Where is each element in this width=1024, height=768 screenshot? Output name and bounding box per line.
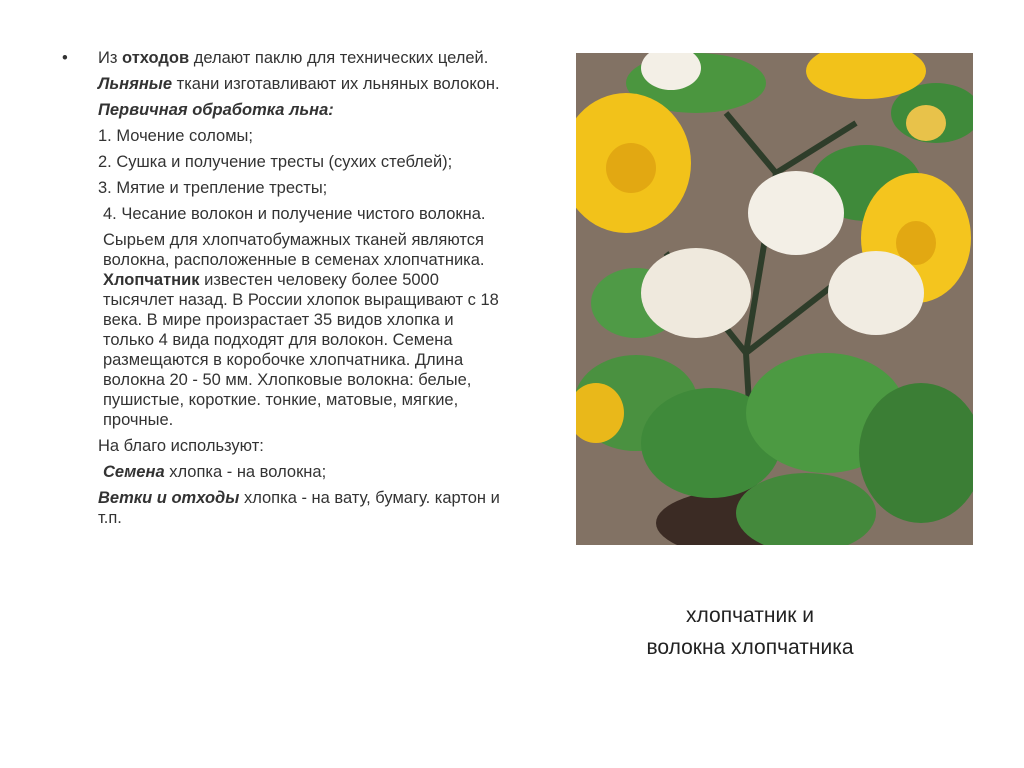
- text-seeds-rest: хлопка - на волокна;: [169, 463, 327, 481]
- text-cotton-start: Сырьем для хлопчатобумажных тканей являются волокна, расположенные в семенах хлопчатника.: [103, 231, 485, 269]
- paragraph-cotton: [98, 230, 502, 430]
- step-2: 2. Сушка и получение тресты (сухих стеблей);: [98, 153, 453, 171]
- paragraph-processing-title: [98, 100, 502, 120]
- caption-line-2: волокна хлопчатника: [646, 636, 854, 659]
- photo-caption: [600, 600, 900, 664]
- text-seeds: Семена: [103, 463, 165, 481]
- cotton-plant-illustration: [576, 53, 973, 545]
- paragraph-linen: [98, 74, 502, 94]
- paragraph-waste: [98, 48, 502, 68]
- step-4: 4. Чесание волокон и получение чистого волокна.: [103, 205, 486, 223]
- bullet-icon: •: [62, 49, 68, 67]
- text-processing-title: Первичная обработка льна:: [98, 101, 334, 119]
- caption-line-1: хлопчатник и: [686, 604, 814, 627]
- paragraph-branches: [98, 488, 502, 528]
- text-linen: Льняные: [98, 75, 173, 93]
- paragraph-seeds: [98, 462, 502, 482]
- text-cotton-bold: Хлопчатник: [103, 271, 200, 289]
- text-branches: Ветки и отходы: [98, 489, 240, 507]
- cotton-plant-photo: [576, 53, 973, 545]
- text-linen-rest: ткани изготавливают их льняных волокон.: [176, 75, 500, 93]
- text-waste-rest: делают паклю для технических целей.: [193, 49, 489, 67]
- text-branches-rest: хлопка - на вату, бумагу. картон и т.п.: [98, 489, 500, 527]
- step-3: 3. Мятие и трепление тресты;: [98, 179, 328, 197]
- text-column: [62, 48, 502, 534]
- paragraph-uses-title: На благо используют:: [98, 437, 264, 455]
- text-cotton-rest: известен человеку более 5000 тысячлет назад. В России хлопок выращивают с 18 века. В мире произрастает 35 видов хлопка и только 4 вида подходят для волокон. Семена размещаются в коробочке хлопчатника. Длина волокна 20 - 50 мм. Хлопковые волокна: белые, пушистые, короткие. тонкие, матовые, мягкие, прочные.: [103, 271, 499, 429]
- text-prefix: Из: [98, 49, 118, 67]
- step-1: 1. Мочение соломы;: [98, 127, 253, 145]
- text-bold-waste: отходов: [122, 49, 190, 67]
